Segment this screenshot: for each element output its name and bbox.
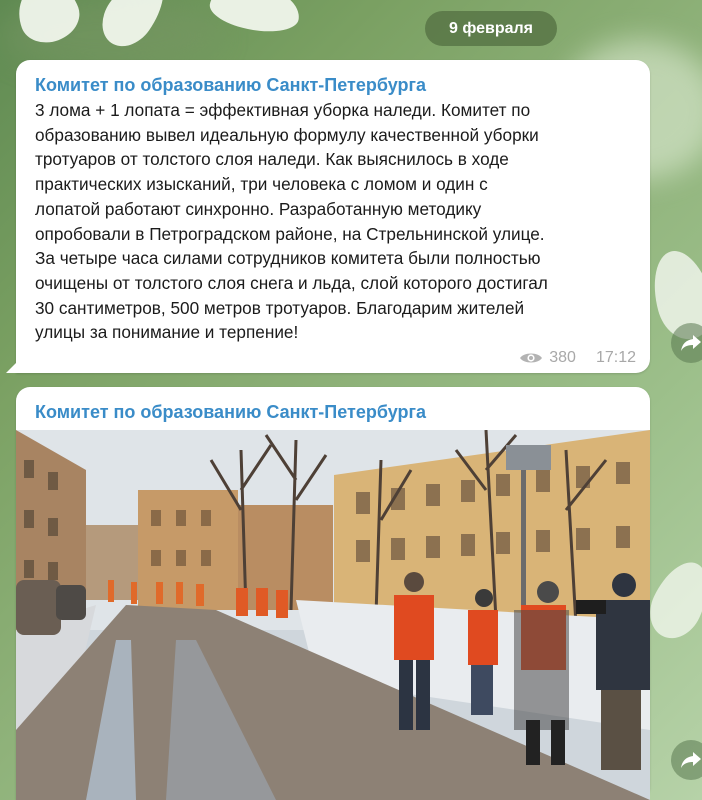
message-text: 3 лома + 1 лопата = эффективная уборка наледи. Комитет по образованию вывел идеальную формулу качественной уборки тротуаров от толстого слоя наледи. Как выяснилось в ходе практических изысканий, три человека с ломом и один с лопатой работают синхронно. Разработанную методику опробовали в Петроградском районе, на Стрельнинской улице. За четыре часа силами сотрудников комитета были полностью очищены от толстого слоя снега и льда, слой которого достигал 30 сантиметров, 500 метров тротуаров. Благодарим жителей улицы за понимание и терпение!	[35, 100, 548, 343]
share-arrow-icon	[680, 751, 702, 769]
message-meta	[519, 349, 636, 367]
message-bubble[interactable]	[16, 387, 650, 800]
bubble-tail	[6, 361, 18, 373]
date-divider: 9 февраля	[425, 11, 557, 46]
views-count: 380	[549, 349, 576, 366]
street-cleanup-photo	[16, 430, 650, 800]
message-bubble[interactable]	[16, 60, 650, 373]
share-button[interactable]	[671, 740, 702, 780]
sender-name[interactable]: Комитет по образованию Санкт-Петербурга	[35, 402, 426, 422]
message-photo[interactable]	[16, 430, 650, 800]
share-button[interactable]	[671, 323, 702, 363]
share-arrow-icon	[680, 334, 702, 352]
message-time: 17:12	[595, 349, 636, 366]
sender-name[interactable]: Комитет по образованию Санкт-Петербурга	[35, 75, 426, 95]
eye-icon	[519, 351, 543, 365]
